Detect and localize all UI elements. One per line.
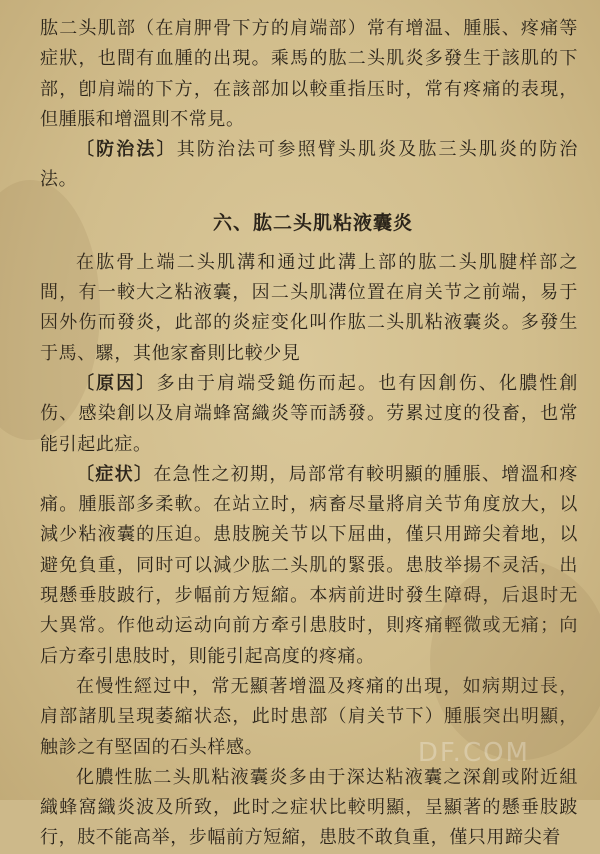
section-label-symptoms: 〔症状〕	[76, 463, 154, 485]
section-label-treatment: 〔防治法〕	[76, 139, 177, 161]
paragraph-symptoms-text: 在急性之初期，局部常有較明顯的腫脹、增溫和疼痛。腫脹部多柔軟。在站立时，病畜尽量將肩关节角度放大，以減少粘液囊的压迫。患肢腕关节以下屈曲，僅只用蹄尖着地，以避免負重，同时可以減少肱二头肌的緊張。患肢举揚不灵活，出現懸垂肢跛行，步幅前方短縮。本病前进时發生障碍，后退时无大異常。作他动运动向前方牽引患肢时，則疼痛輕微或无痛；向后方牽引患肢时，則能引起高度的疼痛。	[40, 463, 578, 667]
paragraph-treatment	[40, 135, 578, 196]
paragraph-shoulder-symptoms: 肱二头肌部（在肩胛骨下方的肩端部）常有增温、腫脹、疼痛等症狀，也間有血腫的出現。乘馬的肱二头肌炎多發生于該肌的下部，卽肩端的下方，在該部加以較重指压时，常有疼痛的表現，但腫脹和增溫則不常見。	[40, 18, 578, 130]
paragraph-symptoms	[40, 460, 578, 672]
paragraph-cause	[40, 369, 578, 460]
paragraph-purulent: 化膿性肱二头肌粘液囊炎多由于深达粘液囊之深創或附近組織蜂窩織炎波及所致，此时之症状比較明顯，呈顯著的懸垂肢跛行，肢不能高举，步幅前方短縮，患肢不敢負重，僅只用蹄尖着	[40, 766, 578, 849]
paragraph-treatment-text: 其防治法可参照臂头肌炎及肱三头肌炎的防治法。	[40, 139, 579, 191]
section-label-cause: 〔原因〕	[76, 372, 157, 394]
paragraph-intro: 在肱骨上端二头肌溝和通过此溝上部的肱二头肌腱样部之間，有一較大之粘液囊，因二头肌溝位置在肩关节之前端，易于因外伤而發炎，此部的炎症变化叫作肱二头肌粘液囊炎。多發生于馬、騾，其他家畜則比較少見	[40, 251, 578, 364]
paragraph-chronic: 在慢性經过中，常无顯著增溫及疼痛的出現，如病期过長，肩部諸肌呈現萎縮状态，此时患部（肩关节下）腫脹突出明顯，触診之有堅固的石头样感。	[40, 675, 578, 758]
watermark-text: DF.COM	[417, 738, 530, 768]
paragraph-cause-text: 多由于肩端受鎚伤而起。也有因創伤、化膿性創伤、感染創以及肩端蜂窩織炎等而誘發。劳累过度的役畜，也常能引起此症。	[40, 372, 578, 455]
section-heading: 六、肱二头肌粘液囊炎	[212, 211, 413, 234]
